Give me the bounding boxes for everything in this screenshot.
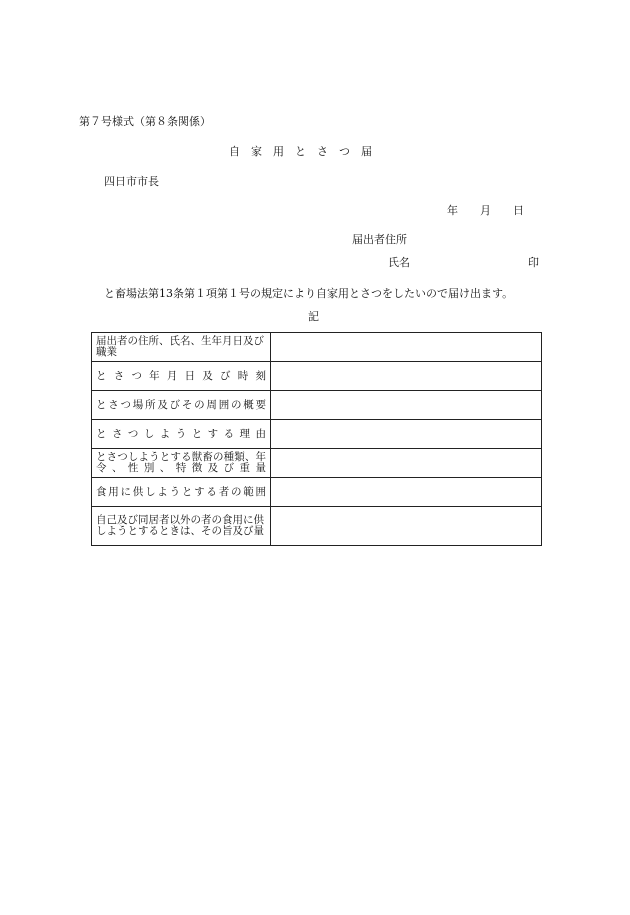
row-label-other-consumers: 自己及び同居者以外の者の食用に供しようとするときは、その旨及び量 (92, 507, 271, 546)
row-value-reason[interactable] (271, 420, 542, 449)
form-number: 第７号様式（第８条関係） (79, 115, 211, 128)
row-label-slaughter-place: とさつ場所及びその周囲の概要 (92, 391, 271, 420)
row-value-applicant-info[interactable] (271, 333, 542, 362)
row-label-applicant-info: 届出者の住所、氏名、生年月日及び職業 (92, 333, 271, 362)
row-value-animal-details[interactable] (271, 449, 542, 478)
row-label-consumer-scope: 食用に供しようとする者の範囲 (92, 478, 271, 507)
ki-label: 記 (308, 310, 319, 323)
body-text: と畜場法第13条第１項第１号の規定により自家用とさつをしたいので届け出ます。 (104, 287, 514, 300)
row-value-slaughter-place[interactable] (271, 391, 542, 420)
table-row (92, 449, 542, 478)
table-row (92, 507, 542, 546)
table-row (92, 478, 542, 507)
row-label-reason: とさつしようとする理由 (92, 420, 271, 449)
applicant-address-label: 届出者住所 (352, 233, 407, 246)
row-label-animal-details: とさつしようとする獣畜の種類、年令、性別、特徴及び重量 (92, 449, 271, 478)
addressee: 四日市市長 (104, 175, 159, 188)
table-row (92, 420, 542, 449)
row-label-slaughter-datetime: とさつ年月日及び時刻 (92, 362, 271, 391)
table-row (92, 362, 542, 391)
document-title: 自 家 用 と さ つ 届 (229, 145, 372, 158)
application-details-table (91, 332, 542, 546)
row-value-consumer-scope[interactable] (271, 478, 542, 507)
table-row (92, 391, 542, 420)
date-line: 年 月 日 (447, 204, 524, 217)
applicant-name-label: 氏名 (388, 256, 410, 269)
row-value-slaughter-datetime[interactable] (271, 362, 542, 391)
table-row (92, 333, 542, 362)
seal-mark-label: 印 (528, 256, 539, 269)
row-value-other-consumers[interactable] (271, 507, 542, 546)
